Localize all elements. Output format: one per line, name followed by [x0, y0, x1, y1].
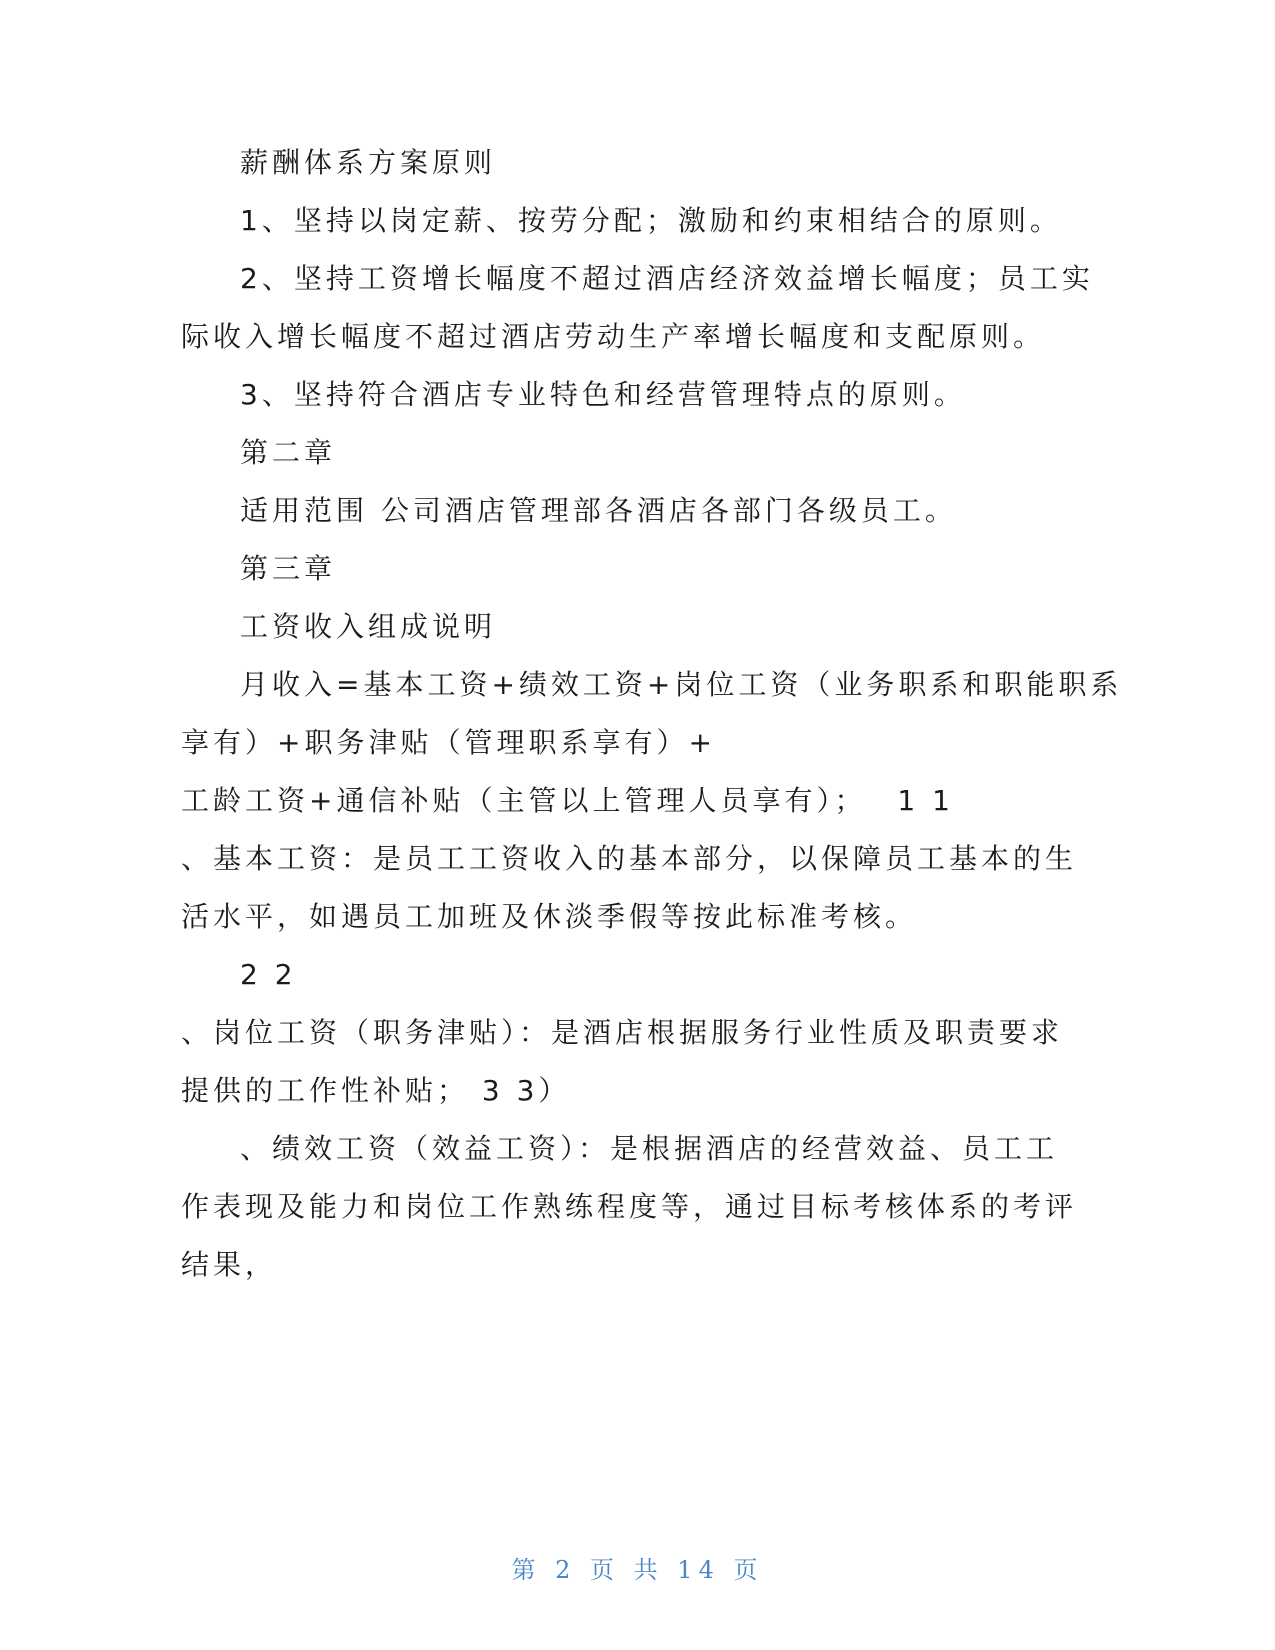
paragraph-line: 1、坚持以岗定薪、按劳分配；激励和约束相结合的原则。: [240, 204, 1062, 237]
paragraph-line: 、绩效工资（效益工资）：是根据酒店的经营效益、员工工: [240, 1132, 1059, 1165]
paragraph-line: 、岗位工资（职务津贴）：是酒店根据服务行业性质及职责要求: [181, 1016, 1064, 1049]
paragraph-line: 际收入增长幅度不超过酒店劳动生产率增长幅度和支配原则。: [181, 320, 1046, 353]
paragraph-line: 2 2: [240, 958, 297, 991]
section-title: 工资收入组成说明: [240, 610, 497, 643]
paragraph-line: 享有）+职务津贴（管理职系享有）+: [181, 726, 716, 759]
paragraph-line: 结果，: [181, 1248, 278, 1281]
chapter-heading: 第三章: [240, 552, 337, 585]
paragraph-line: 工龄工资+通信补贴（主管以上管理人员享有）； 1 1: [181, 784, 954, 817]
paragraph-line: 2、坚持工资增长幅度不超过酒店经济效益增长幅度；员工实: [240, 262, 1094, 295]
paragraph-line: 提供的工作性补贴； 3 3）: [181, 1074, 571, 1107]
section-title: 薪酬体系方案原则: [240, 146, 497, 179]
paragraph-line: 适用范围 公司酒店管理部各酒店各部门各级员工。: [240, 494, 957, 527]
paragraph-line: 、基本工资：是员工工资收入的基本部分，以保障员工基本的生: [181, 842, 1078, 875]
paragraph-line: 活水平，如遇员工加班及休淡季假等按此标准考核。: [181, 900, 918, 933]
paragraph-line: 3、坚持符合酒店专业特色和经营管理特点的原则。: [240, 378, 966, 411]
paragraph-line: 作表现及能力和岗位工作熟练程度等，通过目标考核体系的考评: [181, 1190, 1078, 1223]
paragraph-line: 月收入=基本工资+绩效工资+岗位工资（业务职系和职能职系: [240, 668, 1123, 701]
chapter-heading: 第二章: [240, 436, 337, 469]
page-number-footer: 第 2 页 共 14 页: [511, 1556, 764, 1584]
